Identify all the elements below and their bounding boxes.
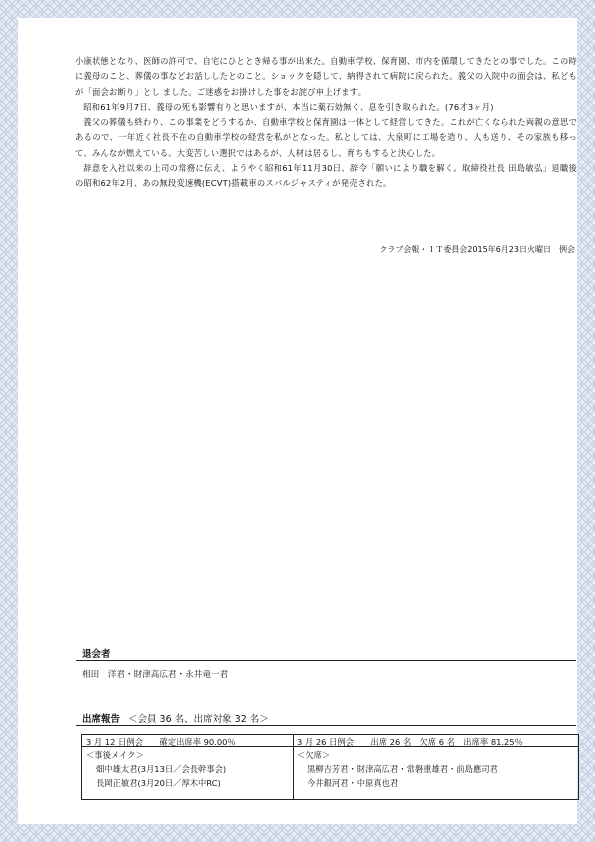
attendance-table-divider	[293, 735, 294, 799]
attendance-heading	[82, 711, 269, 725]
absent-line-1: 黒柳吉芳君・財津高広君・常磐重雄君・前島應司君	[307, 764, 498, 774]
meeting-mar12-header: 3 月 12 日例会 確定出席率 90.00％	[86, 737, 236, 747]
makeup-line-2: 長岡正敏君(3月20日／厚木中RC)	[96, 778, 221, 788]
attendance-section-rule	[76, 725, 576, 726]
absent-line-2: 今井銀河君・中原真也君	[307, 778, 399, 788]
article-body	[75, 54, 577, 192]
newsletter-signature: クラブ会報・ＩＴ委員会2015年6月23日火曜日 例会	[379, 245, 575, 254]
makeup-line-1: 畑中雄太君(3月13日／会長幹事会)	[96, 764, 227, 774]
makeup-subhead: ＜事後メイク＞	[86, 750, 144, 760]
retired-members: 相田 洋君・財津高広君・永井竜一君	[82, 670, 229, 680]
article-paragraph-2: 昭和61年9月7日、義母の死も影響有りと思いますが、本当に薬石効無く、息を引き取られた。(76才3ヶ月)	[83, 101, 494, 112]
retired-section-rule	[76, 660, 576, 661]
article-paragraph-1: 小康状態となり、医師の許可で、自宅にひととき帰る事が出来た。自動車学校、保育園、市内を循環してきたとの事でした。この時に義母のこと、葬儀の事などお話ししたとのこと。ショックを隠して、納得されて病院に戻られた。義父の入院中の面会は、私どもが「面会お断り」とし ました。ご迷惑をお掛けした事をお詫び申上げます。	[75, 56, 577, 97]
attendance-title: 出席報告	[82, 714, 121, 725]
article-paragraph-3: 義父の葬儀も終わり、この事業をどうするか、自動車学校と保育園は一体として経営してきた。これが亡くなられた両親の意思であるので、一年近く社長不在の自動車学校の経営を私がとなった。私としては、大泉町に工場を造り、人も送り、その家族も移って、みんなが燃えている。大変苦しい選択ではあるが、人材は居るし、育ちもすると決心した。	[75, 117, 577, 158]
attendance-summary: ＜会員 36 名、出席対象 32 名＞	[128, 714, 269, 725]
meeting-mar26-header: 3 月 26 日例会 出席 26 名 欠席 6 名 出席率 81.25％	[297, 737, 523, 747]
retired-section-title: 退会者	[82, 649, 111, 660]
absent-subhead: ＜欠席＞	[297, 750, 331, 760]
article-paragraph-4: 辞意を入社以来の上司の常務に伝え、ようやく昭和61年11月30日、辞令「願いにより職を解く。取締役社長 田島敏弘」退職後の昭和62年2月、あの無段変速機(ECVT)搭載車のスバルジャスティが発売された。	[75, 163, 577, 189]
attendance-table	[81, 734, 579, 800]
page-sheet	[18, 18, 577, 824]
